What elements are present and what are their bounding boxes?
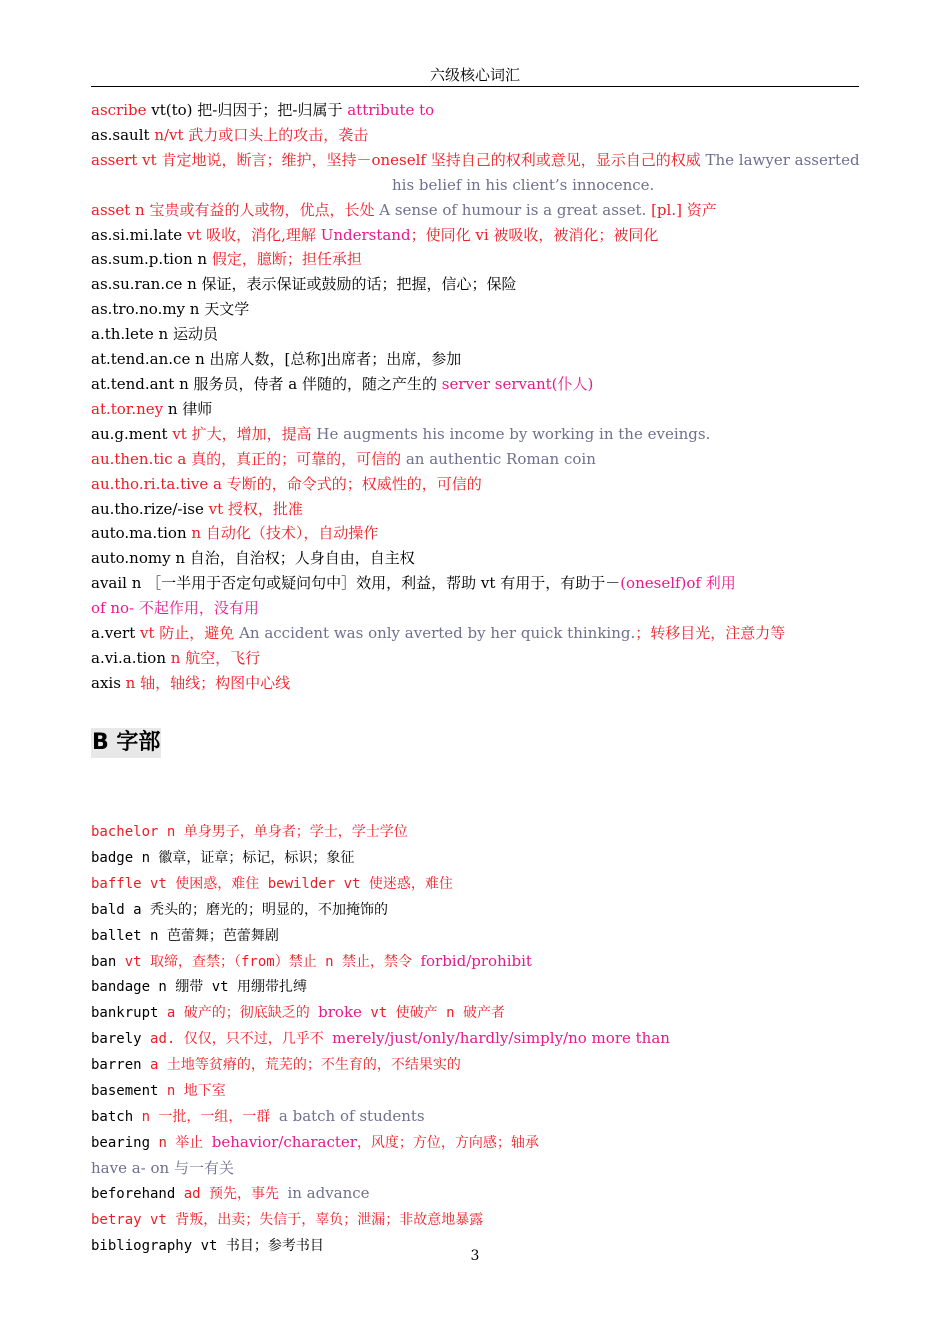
vocab-entry bbox=[91, 1207, 871, 1233]
vocab-entry-line bbox=[91, 1210, 483, 1228]
vocab-entry-segment: as.si.mi.late bbox=[91, 225, 187, 244]
vocab-entry bbox=[91, 198, 871, 223]
vocab-entry-line bbox=[91, 176, 654, 194]
vocab-entry-segment: vt 防止，避免 bbox=[140, 624, 240, 643]
vocab-entry-segment: bankrupt bbox=[91, 1005, 167, 1022]
vocab-entry-segment: vt 扩大，增加，提高 bbox=[172, 424, 317, 443]
vocab-entry-segment: vt 使破产 n 破产者 bbox=[361, 1005, 505, 1022]
vocab-entry-line bbox=[91, 1184, 370, 1202]
vocab-entry-line bbox=[91, 977, 307, 995]
vocab-entry-line bbox=[91, 1003, 505, 1021]
vocab-entry-line bbox=[91, 874, 453, 892]
vocab-entry-line bbox=[91, 1107, 425, 1125]
vocab-entry-line bbox=[91, 549, 415, 567]
vocab-entry-segment: ballet n 芭蕾舞；芭蕾舞剧 bbox=[91, 927, 279, 944]
vocab-entry bbox=[91, 571, 871, 596]
vocab-entry-segment: of no- 不起作用，没有用 bbox=[91, 599, 259, 618]
vocab-entry-segment: a.vi.a.tion bbox=[91, 648, 171, 667]
section-a-entries bbox=[91, 98, 871, 696]
vocab-entry-segment: attribute to bbox=[347, 101, 435, 119]
vocab-entry-segment: n 航空，飞行 bbox=[170, 648, 261, 667]
vocab-entry bbox=[91, 819, 871, 845]
vocab-entry-line bbox=[91, 848, 354, 866]
vocab-entry-line bbox=[91, 599, 259, 617]
vocab-entry-segment: at.tend.an.ce n 出席人数，[总称]出席者；出席，参加 bbox=[91, 350, 462, 369]
vocab-entry-segment: n/vt 武力或口头上的攻击，袭击 bbox=[154, 125, 369, 144]
vocab-entry-segment: as.sault bbox=[91, 125, 155, 144]
section-b-heading: B 字部 bbox=[91, 728, 161, 758]
vocab-entry-segment: n 轴，轴线；构图中心线 bbox=[125, 673, 291, 692]
vocab-entry bbox=[91, 347, 871, 372]
section-b-entries bbox=[91, 819, 871, 1258]
vocab-entry-segment: broke bbox=[318, 1003, 362, 1022]
vocab-entry-segment: an authentic Roman coin bbox=[405, 449, 596, 468]
vocab-entry-segment: n 自动化（技术），自动操作 bbox=[191, 524, 379, 543]
vocab-entry-segment: merely/just/only/hardly/simply/no more than bbox=[332, 1029, 670, 1048]
vocab-entry-line bbox=[91, 1133, 539, 1151]
vocab-entry-segment: vt 授权，批准 bbox=[208, 499, 303, 518]
vocab-entry-segment: barren bbox=[91, 1057, 151, 1074]
vocab-entry bbox=[91, 521, 871, 546]
vocab-entry-segment: vt(to) 把-归因于；把-归属于 bbox=[146, 101, 348, 119]
vocab-entry-segment: in advance bbox=[287, 1183, 370, 1202]
vocab-entry-segment: as.tro.no.my n 天文学 bbox=[91, 300, 250, 319]
vocab-entry bbox=[91, 1156, 871, 1181]
vocab-entry bbox=[91, 173, 871, 198]
vocab-entry-line bbox=[91, 674, 290, 692]
vocab-entry bbox=[91, 596, 871, 621]
vocab-entry-segment: ban bbox=[91, 953, 125, 970]
vocab-entry-segment: [pl.] 资产 bbox=[651, 200, 717, 219]
vocab-entry bbox=[91, 148, 871, 173]
vocab-entry-segment: have a- on 与一有关 bbox=[91, 1158, 234, 1177]
vocab-entry-segment: Understand bbox=[320, 225, 411, 244]
vocab-entry bbox=[91, 372, 871, 397]
vocab-entry-segment: bachelor n 单身男子，单身者；学士，学士学位 bbox=[91, 824, 408, 840]
vocab-entry-segment: badge n 徽章，证章；标记，标识；象征 bbox=[91, 849, 355, 866]
vocab-entry-line bbox=[91, 500, 303, 518]
vocab-entry-line bbox=[91, 325, 218, 343]
vocab-entry-segment: The lawyer asserted bbox=[705, 150, 860, 169]
vocab-entry bbox=[91, 949, 871, 975]
vocab-entry-segment: batch bbox=[91, 1108, 142, 1125]
vocab-entry bbox=[91, 223, 871, 248]
vocab-entry bbox=[91, 546, 871, 571]
vocab-entry bbox=[91, 422, 871, 447]
vocab-entry-segment: ad. 仅仅，只不过，几乎不 bbox=[150, 1031, 333, 1048]
vocab-entry bbox=[91, 247, 871, 272]
vocab-entry-segment: a.vert bbox=[91, 624, 141, 643]
vocab-entry-segment: vt 取缔，查禁；（from）禁止 n 禁止，禁令 bbox=[124, 953, 421, 970]
vocab-entry-segment: n 地下室 bbox=[166, 1083, 226, 1100]
vocab-entry-segment: auto.ma.tion bbox=[91, 524, 192, 543]
vocab-entry-segment: auto.nomy n 自治，自治权；人身自由，自主权 bbox=[91, 549, 415, 568]
vocab-entry-segment: baffle vt 使困惑，难住 bewilder vt 使迷惑，难住 bbox=[91, 875, 453, 892]
vocab-entry bbox=[91, 871, 871, 897]
vocab-entry bbox=[91, 1104, 871, 1130]
vocab-entry-line bbox=[91, 574, 736, 592]
vocab-entry bbox=[91, 123, 871, 148]
vocab-entry-line bbox=[91, 1055, 461, 1073]
vocab-entry-line bbox=[91, 400, 212, 418]
vocab-entry bbox=[91, 646, 871, 671]
vocab-entry bbox=[91, 1078, 871, 1104]
vocab-entry-segment: a batch of students bbox=[278, 1106, 425, 1125]
vocab-entry bbox=[91, 397, 871, 422]
vocab-entry-segment: n 一批，一组，一群 bbox=[141, 1108, 279, 1125]
vocab-entry-segment: a 破产的；彻底缺乏的 bbox=[166, 1005, 319, 1022]
vocab-entry bbox=[91, 297, 871, 322]
vocab-entry-line bbox=[91, 101, 434, 119]
vocab-entry-line bbox=[91, 1159, 234, 1177]
vocab-entry bbox=[91, 447, 871, 472]
vocab-entry-line bbox=[91, 475, 482, 493]
vocab-entry bbox=[91, 497, 871, 522]
vocab-entry-line bbox=[91, 226, 658, 244]
vocab-entry bbox=[91, 1026, 871, 1052]
vocab-entry-segment: ascribe bbox=[91, 101, 147, 119]
vocab-entry-segment: beforehand bbox=[91, 1185, 184, 1202]
vocab-entry-segment: forbid/prohibit bbox=[420, 951, 532, 970]
vocab-entry-line bbox=[91, 425, 710, 443]
vocab-entry-line bbox=[91, 649, 260, 667]
vocab-entry-segment: assert vt 肯定地说，断言；维护，坚持－oneself 坚持自己的权利或意见，显示自己的权威 bbox=[91, 150, 706, 169]
vocab-entry-segment: ad 预先，事先 bbox=[183, 1185, 288, 1202]
vocab-entry-line bbox=[91, 375, 593, 393]
vocab-entry bbox=[91, 671, 871, 696]
vocab-entry-segment: au.then.tic a 真的，真正的；可靠的，可信的 bbox=[91, 449, 406, 468]
vocab-entry-line bbox=[91, 201, 717, 219]
vocab-entry-segment: au.g.ment bbox=[91, 424, 173, 443]
vocab-entry bbox=[91, 974, 871, 1000]
vocab-entry-segment: bandage n 绷带 vt 用绷带扎缚 bbox=[91, 979, 308, 996]
page-number: 3 bbox=[470, 1248, 480, 1264]
vocab-entry bbox=[91, 1181, 871, 1207]
vocab-entry-line bbox=[91, 450, 596, 468]
vocab-entry-segment: bibliography vt 书目；参考书目 bbox=[91, 1237, 324, 1254]
vocab-entry-segment: ；使同化 vi 被吸收，被消化；被同化 bbox=[410, 225, 659, 244]
page-header-title: 六级核心词汇 bbox=[429, 66, 520, 84]
vocab-entry-segment: An accident was only averted by her quick thinking. bbox=[239, 624, 636, 643]
vocab-entry-segment: He augments his income by working in the eveings. bbox=[316, 424, 711, 443]
vocab-entry-segment: ，风度；方位，方向感；轴承 bbox=[356, 1134, 539, 1151]
vocab-entry-segment: betray vt 背叛，出卖；失信于，辜负；泄漏；非故意地暴露 bbox=[91, 1211, 484, 1228]
vocab-entry-segment: asset n 宝贵或有益的人或物，优点，长处 bbox=[91, 200, 380, 219]
vocab-entry-segment: as.su.ran.ce n 保证，表示保证或鼓励的话；把握，信心；保险 bbox=[91, 275, 517, 294]
header-rule bbox=[91, 86, 859, 87]
vocab-entry-line bbox=[91, 126, 368, 144]
vocab-entry-line bbox=[91, 1029, 670, 1047]
vocab-entry-segment: server servant(仆人) bbox=[441, 374, 594, 393]
vocab-entry bbox=[91, 923, 871, 949]
vocab-entry-line bbox=[91, 300, 249, 318]
vocab-entry-segment: avail n ［一半用于否定句或疑问句中］效用，利益，帮助 vt 有用于，有助于－ bbox=[91, 574, 621, 593]
vocab-entry-segment: n 律师 bbox=[163, 399, 213, 418]
vocab-entry-line bbox=[91, 350, 461, 368]
vocab-entry-segment: au.tho.ri.ta.tive a 专断的，命令式的；权威性的，可信的 bbox=[91, 474, 482, 493]
vocab-entry bbox=[91, 1000, 871, 1026]
vocab-entry-segment: a.th.lete n 运动员 bbox=[91, 325, 218, 344]
vocab-entry-segment: n 举止 bbox=[158, 1134, 212, 1151]
vocab-entry-segment: behavior/character bbox=[211, 1132, 357, 1151]
vocab-entry-line bbox=[91, 624, 785, 642]
vocab-entry-line bbox=[91, 926, 279, 944]
vocab-entry-line bbox=[91, 900, 388, 918]
vocab-entry bbox=[91, 1130, 871, 1156]
vocab-entry-segment: his belief in his client’s innocence. bbox=[392, 175, 655, 194]
vocab-entry bbox=[91, 98, 871, 123]
vocab-entry bbox=[91, 272, 871, 297]
vocab-entry bbox=[91, 897, 871, 923]
vocab-entry-segment: au.tho.rize/-ise bbox=[91, 499, 209, 518]
vocab-entry-line bbox=[91, 952, 532, 970]
vocab-entry bbox=[91, 472, 871, 497]
vocab-entry-line bbox=[91, 1081, 226, 1099]
vocab-entry-segment: barely bbox=[91, 1031, 151, 1048]
vocab-entry-line bbox=[91, 822, 408, 840]
vocab-entry-segment: basement bbox=[91, 1083, 167, 1100]
vocab-entry-segment: axis bbox=[91, 673, 126, 692]
vocab-entry-segment: as.sum.p.tion n bbox=[91, 250, 212, 269]
vocab-entry-line bbox=[91, 524, 378, 542]
vocab-entry bbox=[91, 621, 871, 646]
vocab-entry-line bbox=[91, 275, 517, 293]
vocab-entry-segment: vt 吸收，消化,理解 bbox=[186, 225, 321, 244]
vocab-entry-segment: A sense of humour is a great asset. bbox=[379, 200, 652, 219]
vocab-entry bbox=[91, 322, 871, 347]
vocab-entry-segment: a 土地等贫瘠的，荒芜的；不生育的，不结果实的 bbox=[150, 1057, 461, 1074]
vocab-entry-segment: at.tend.ant n 服务员，侍者 a 伴随的，随之产生的 bbox=[91, 374, 442, 393]
vocab-entry-segment: 假定，臆断；担任承担 bbox=[211, 250, 362, 269]
vocab-entry-segment: (oneself)of 利用 bbox=[620, 574, 736, 593]
vocab-entry bbox=[91, 845, 871, 871]
vocab-entry-segment: ；转移目光，注意力等 bbox=[635, 624, 786, 643]
vocab-entry-line bbox=[91, 250, 362, 268]
vocab-entry-line bbox=[91, 151, 860, 169]
vocab-entry-segment: bearing bbox=[91, 1134, 159, 1151]
vocab-entry-segment: at.tor.ney bbox=[91, 399, 164, 418]
vocab-entry-segment: bald a 秃头的；磨光的；明显的，不加掩饰的 bbox=[91, 901, 388, 918]
vocab-entry bbox=[91, 1052, 871, 1078]
